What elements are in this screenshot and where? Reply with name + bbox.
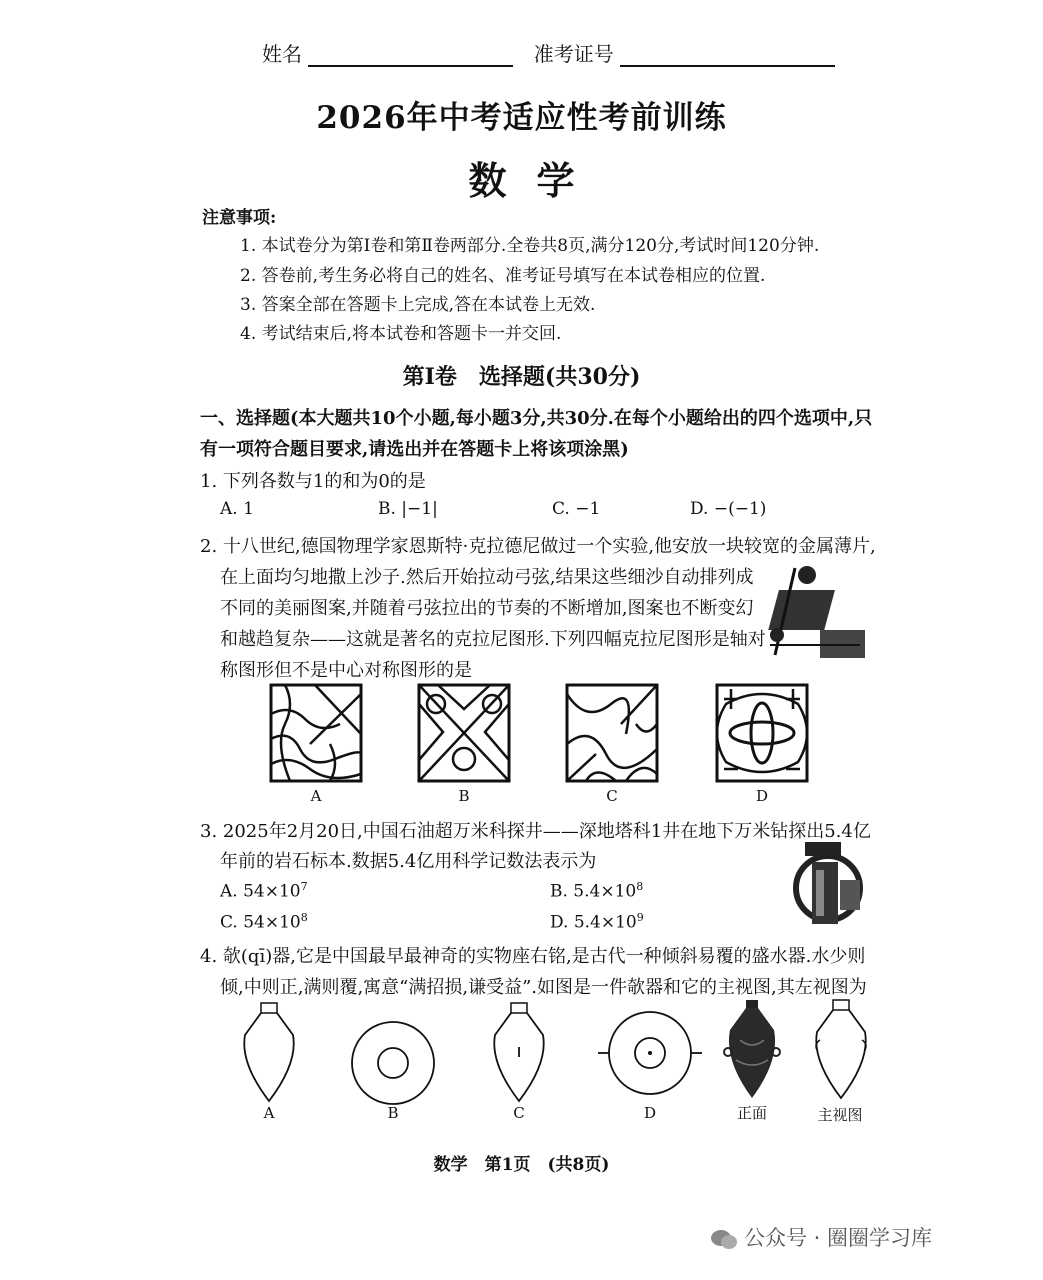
qiqi-figure-d[interactable] bbox=[598, 1010, 702, 1096]
q4-line1: 4. 欹(qī)器,它是中国最早最神奇的实物座右铭,是古代一种倾斜易覆的盛水器.水少则 bbox=[200, 946, 866, 967]
watermark bbox=[710, 1222, 932, 1252]
qiqi-vessel-photo bbox=[722, 1000, 782, 1098]
notice-item-3: 3. 答案全部在答题卡上完成,答在本试卷上无效. bbox=[240, 295, 596, 315]
chladni-figure-c[interactable] bbox=[566, 684, 658, 782]
q1-option-a[interactable]: A. 1 bbox=[220, 499, 254, 519]
chladni-figure-b[interactable] bbox=[418, 684, 510, 782]
wechat-icon bbox=[710, 1228, 738, 1250]
exam-header bbox=[262, 38, 835, 67]
q1-option-c[interactable]: C. −1 bbox=[552, 499, 601, 519]
q4-label-b: B bbox=[387, 1104, 399, 1122]
exam-title: 2026年中考适应性考前训练 bbox=[316, 100, 727, 136]
q4-line2: 倾,中则正,满则覆,寓意“满招损,谦受益”.如图是一件欹器和它的主视图,其左视图为 bbox=[220, 977, 867, 998]
notice-item-1: 1. 本试卷分为第Ⅰ卷和第Ⅱ卷两部分.全卷共8页,满分120分,考试时间120分钟. bbox=[240, 236, 820, 256]
id-field[interactable] bbox=[620, 47, 835, 67]
q3-option-a[interactable]: A. $54\times 10^7$ bbox=[220, 880, 308, 902]
q2-label-d: D bbox=[755, 787, 769, 805]
qiqi-figure-b[interactable] bbox=[350, 1020, 436, 1106]
q4-label-a: A bbox=[263, 1104, 275, 1122]
q2-line1: 2. 十八世纪,德国物理学家恩斯特·克拉德尼做过一个实验,他安放一块较宽的金属薄片, bbox=[200, 536, 876, 557]
notice-item-4: 4. 考试结束后,将本试卷和答题卡一并交回. bbox=[240, 324, 562, 344]
q2-line5: 称图形但不是中心对称图形的是 bbox=[220, 660, 472, 681]
chladni-experiment-illustration bbox=[765, 560, 865, 660]
id-label: 准考证号 bbox=[533, 42, 614, 66]
page-footer: 数学 第1页 (共8页) bbox=[433, 1155, 610, 1175]
name-label: 姓名 bbox=[262, 42, 302, 66]
main-view-label: 主视图 bbox=[817, 1106, 863, 1124]
q3-option-b[interactable]: B. $5.4\times 10^8$ bbox=[550, 880, 644, 902]
q2-label-a: A bbox=[310, 787, 322, 805]
q3-option-c[interactable]: C. $54\times 10^8$ bbox=[220, 911, 308, 933]
q1-option-d[interactable]: D. −(−1) bbox=[690, 499, 767, 519]
chladni-figure-a[interactable] bbox=[270, 684, 362, 782]
subject-title: 数学 bbox=[468, 158, 605, 203]
q2-line3: 不同的美丽图案,并随着弓弦拉出的节奏的不断增加,图案也不断变幻 bbox=[220, 598, 754, 619]
front-label: 正面 bbox=[736, 1104, 767, 1122]
q1-stem: 1. 下列各数与1的和为0的是 bbox=[200, 471, 426, 492]
q1-option-b[interactable]: B. |−1| bbox=[378, 499, 438, 519]
name-field[interactable] bbox=[308, 47, 513, 67]
qiqi-figure-c[interactable] bbox=[490, 1003, 548, 1103]
notice-heading: 注意事项: bbox=[202, 208, 277, 228]
rock-core-sample-image bbox=[790, 840, 866, 930]
watermark-text: 公众号 · 圈圈学习库 bbox=[744, 1226, 933, 1250]
q2-label-c: C bbox=[606, 787, 618, 805]
q2-label-b: B bbox=[458, 787, 470, 805]
q4-label-c: C bbox=[513, 1104, 525, 1122]
notice-item-2: 2. 答卷前,考生务必将自己的姓名、准考证号填写在本试卷相应的位置. bbox=[240, 266, 766, 286]
part-intro-line2: 有一项符合题目要求,请选出并在答题卡上将该项涂黑) bbox=[200, 439, 629, 460]
qiqi-main-view bbox=[812, 1000, 870, 1100]
chladni-figure-d[interactable] bbox=[716, 684, 808, 782]
q2-line2: 在上面均匀地撒上沙子.然后开始拉动弓弦,结果这些细沙自动排列成 bbox=[220, 567, 754, 588]
q4-label-d: D bbox=[643, 1104, 657, 1122]
q3-line1: 3. 2025年2月20日,中国石油超万米科探井——深地塔科1井在地下万米钻探出5.4亿 bbox=[200, 821, 871, 842]
q3-option-d[interactable]: D. $5.4\times 10^9$ bbox=[550, 911, 644, 933]
q3-line2: 年前的岩石标本.数据5.4亿用科学记数法表示为 bbox=[220, 851, 597, 872]
section-title: 第Ⅰ卷 选择题(共30分) bbox=[402, 364, 641, 390]
q2-line4: 和越趋复杂——这就是著名的克拉尼图形.下列四幅克拉尼图形是轴对 bbox=[220, 629, 766, 650]
part-intro-line1: 一、选择题(本大题共10个小题,每小题3分,共30分.在每个小题给出的四个选项中,只 bbox=[200, 408, 873, 429]
qiqi-figure-a[interactable] bbox=[240, 1003, 298, 1103]
